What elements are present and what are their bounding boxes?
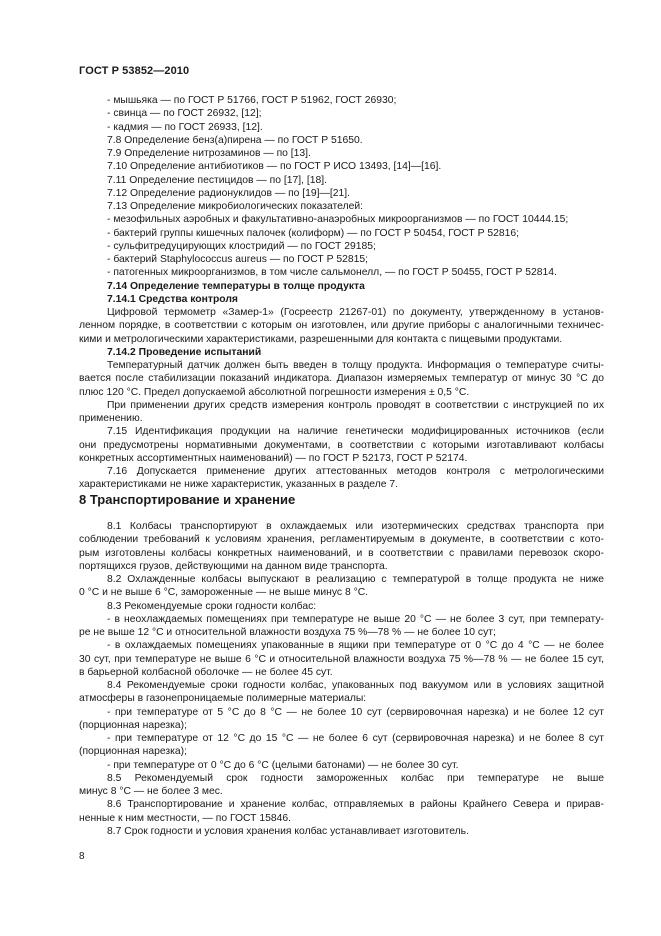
section-7-text <box>79 94 604 492</box>
text-line: атмосферы в газонепроницаемые полимерные материалы: <box>79 693 367 705</box>
text-line: 7.8 Определение бенз(а)пирена — по ГОСТ Р 51650. <box>107 134 363 146</box>
text-line: - кадмия — по ГОСТ 26933, [12]. <box>107 121 263 133</box>
text-line: 8.6 Транспортирование и хранение колбас, отправляемых в районы Крайнего Севера и прирав- <box>107 799 604 811</box>
text-line: 8.7 Срок годности и условия хранения колбас устанавливает изготовитель. <box>107 825 469 837</box>
text-line: минус 8 °С — не более 3 мес. <box>79 786 223 797</box>
text-line: ре не выше 12 °С и относительной влажности воздуха 75 %—78 % — не более 10 сут; <box>79 627 496 638</box>
text-line: 7.13 Определение микробиологических показателей: <box>107 201 364 212</box>
text-line: При применении других средств измерения контроль проводят в соответствии с инструкцией по их <box>107 399 604 411</box>
text-line: Цифровой термометр «Замер-1» (Госреестр 21267-01) по документу, утвержденному в установ- <box>107 307 604 318</box>
text-line: плюс 120 °С. Предел допускаемой абсолютной погрешности измерения ± 0,5 °С. <box>79 386 470 398</box>
text-line: 7.14.2 Проведение испытаний <box>107 346 262 358</box>
text-line: конкретных ассортиментных наименований) — по ГОСТ Р 52173, ГОСТ Р 52174. <box>79 452 468 464</box>
section-8-text <box>79 520 604 838</box>
text-line: - сульфитредуцирующих клостридий — по ГОСТ 29185; <box>107 240 376 252</box>
text-line: вается после стабилизации показаний индикатора. Диапазон измеряемых температур от минус 30 °С до <box>79 373 604 385</box>
text-line: 7.12 Определение радионуклидов — по [19]—[21]. <box>107 187 351 199</box>
text-line: 7.16 Допускается применение других аттестованных методов контроля с метрологическими <box>107 466 604 477</box>
text-line: 7.14.1 Средства контроля <box>107 293 238 305</box>
text-line: рым изготовлены колбасы конкретных наименований, и в соответствии с правилами перевозок скоро- <box>79 547 604 559</box>
text-line: 7.14 Определение температуры в толще продукта <box>107 280 365 292</box>
text-line: соблюдении требований к условиям хранения, регламентируемым в документе, в соответствии с кото- <box>79 534 604 546</box>
text-line: 8.4 Рекомендуемые сроки годности колбас, упакованных под вакуумом или в условиях защитной <box>107 680 604 691</box>
document-header: ГОСТ Р 53852—2010 <box>79 65 190 77</box>
text-line: - мышьяка — по ГОСТ Р 51766, ГОСТ Р 51962, ГОСТ 26930; <box>107 95 397 106</box>
text-line: ленном порядке, в соответствии с которым он изготовлен, или другие приборы с аналогичными техничес- <box>79 320 604 332</box>
text-line: 7.15 Идентификация продукции на наличие генетически модифицированных источников (если <box>107 426 604 438</box>
text-line: 8.1 Колбасы транспортируют в охлаждаемых или изотермических средствах транспорта при <box>107 521 604 532</box>
page-number: 8 <box>79 851 85 862</box>
text-line: - свинца — по ГОСТ 26932, [12]; <box>107 108 262 120</box>
text-line: применению. <box>79 413 143 424</box>
text-line: Температурный датчик должен быть введен в толщу продукта. Информация о температуре считы- <box>107 360 604 371</box>
text-line: - мезофильных аэробных и факультативно-анаэробных микроорганизмов — по ГОСТ 10444.15; <box>107 214 569 226</box>
text-line: кими и метрологическими характеристиками, разрешенными для контакта с пищевыми продуктами. <box>79 333 563 345</box>
text-line: они предусмотрены нормативными документами, в соответствии с которыми изготавливают колбасы <box>79 439 604 451</box>
text-line: характеристиками не ниже характеристик, указанных в разделе 7. <box>79 479 398 491</box>
text-line: в барьерной колбасной оболочке — не более 45 сут. <box>79 666 333 678</box>
text-line: - в неохлаждаемых помещениях при температуре не выше 20 °С — не более 3 сут, при температу- <box>107 613 604 625</box>
text-line: 0 °С и не выше 6 °С, замороженные — не выше минус 8 °С. <box>79 587 369 599</box>
text-line: ненные к ним местности, — по ГОСТ 15846. <box>79 812 291 824</box>
text-line: - бактерий группы кишечных палочек (колиформ) — по ГОСТ Р 50454, ГОСТ Р 52816; <box>107 227 519 239</box>
text-line: - при температуре от 5 °С до 8 °С — не более 10 сут (сервировочная нарезка) и не более 12 сут <box>107 706 604 718</box>
text-line: - при температуре от 0 °С до 6 °С (целыми батонами) — не более 30 сут. <box>107 759 459 771</box>
text-line: (порционная нарезка); <box>79 746 187 758</box>
text-line: 7.10 Определение антибиотиков — по ГОСТ Р ИСО 13493, [14]—[16]. <box>107 161 442 173</box>
text-line: 8.2 Охлажденные колбасы выпускают в реализацию с температурой в толще продукта не ниже <box>107 574 604 585</box>
text-line: - при температуре от 12 °С до 15 °С — не более 6 сут (сервировочная нарезка) и не более 8 сут <box>107 733 604 744</box>
text-line: 7.9 Определение нитрозаминов — по [13]. <box>107 148 311 159</box>
text-line: 7.11 Определение пестицидов — по [17], [18]. <box>107 174 327 186</box>
text-line: портящихся грузов, действующими на данном виде транспорта. <box>79 560 388 572</box>
text-line: (порционная нарезка); <box>79 719 187 731</box>
text-line: 8.5 Рекомендуемый срок годности замороженных колбас при температуре не выше <box>107 772 604 784</box>
text-line: 8.3 Рекомендуемые сроки годности колбас: <box>107 600 317 612</box>
section-8-title: 8 Транспортирование и хранение <box>79 492 296 507</box>
text-line: - в охлаждаемых помещениях упакованные в ящики при температуре от 0 °С до 4 °С — не более <box>107 640 604 652</box>
text-line: 30 сут, при температуре не выше 6 °С и относительной влажности воздуха 75 %—78 % — не более 15 сут, <box>79 653 604 665</box>
text-line: - бактерий Staphylococcus aureus — по ГОСТ Р 52815; <box>107 254 369 265</box>
text-line: - патогенных микроорганизмов, в том числе сальмонелл, — по ГОСТ Р 50455, ГОСТ Р 52814. <box>107 267 557 279</box>
